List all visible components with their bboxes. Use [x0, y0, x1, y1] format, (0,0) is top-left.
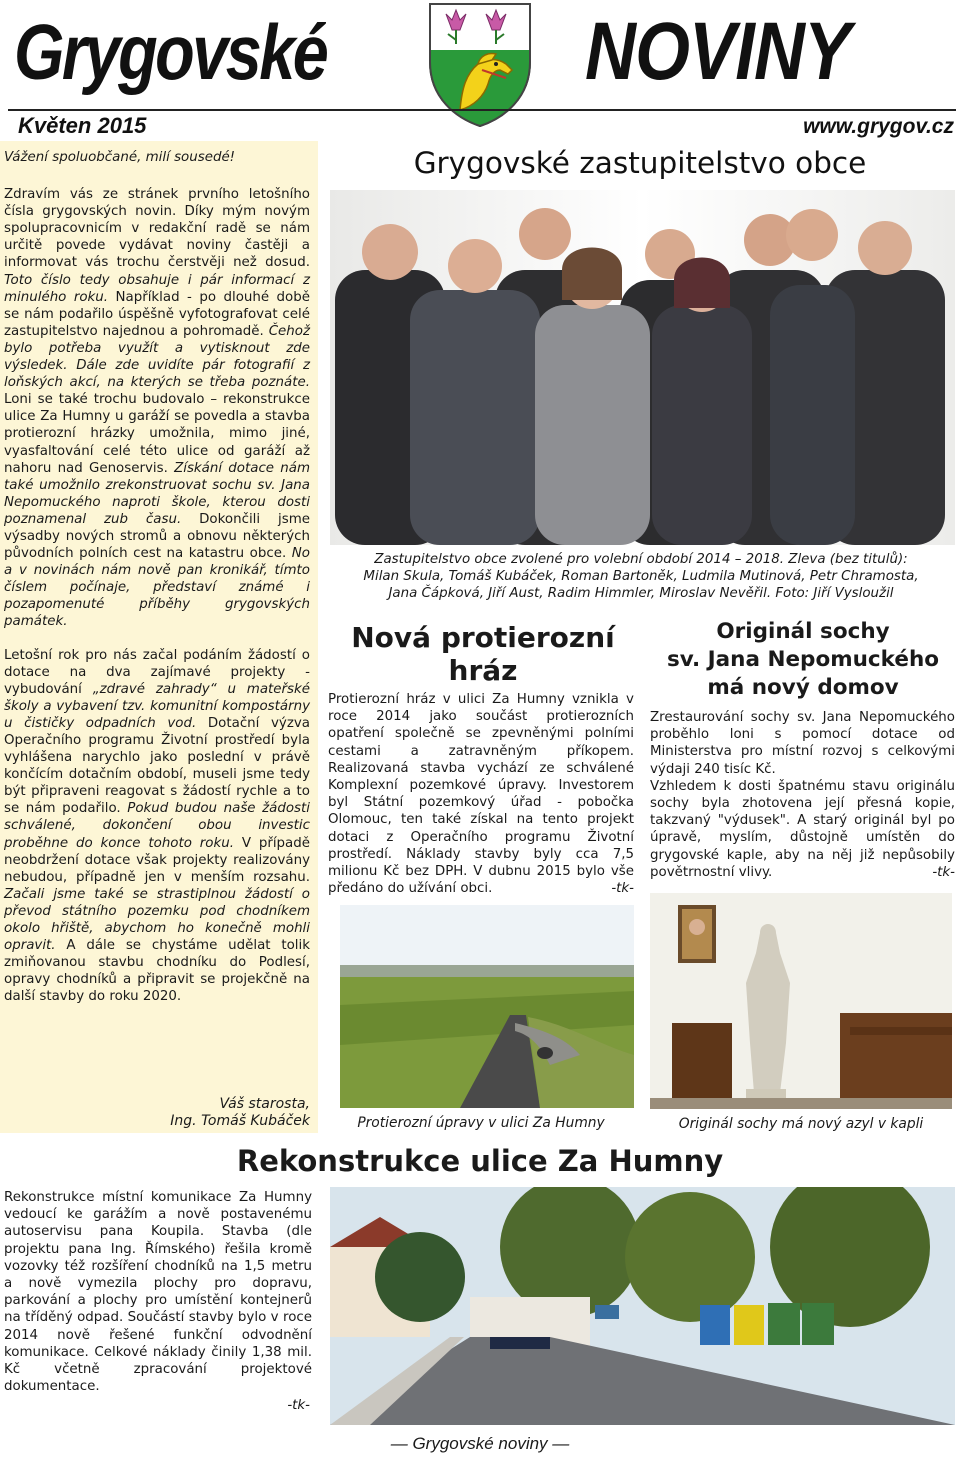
footer-title: — Grygovské noviny — — [390, 1434, 570, 1453]
street-photo — [330, 1187, 955, 1425]
statue-body-text: Zrestaurování sochy sv. Jana Nepomuckého proběhlo loni s pomocí dotace od Ministerstva pro místní rozvoj s celkovými výdaji 240 tisíc Kč. — [650, 710, 955, 777]
masthead-title-left: Grygovské — [14, 8, 327, 96]
editorial-paragraph: Pokud budou naše žádosti schválené, dokončení obou investic proběhne do konce tohoto roku. — [4, 801, 310, 851]
editorial-paragraph: Čehož bylo potřeba využít a vytisknout zde výsledek. Dále zde uvidíte pár fotografií z loňských akcí, na kterých se třeba poznáte. — [4, 323, 310, 391]
signature-title: Váš starosta, — [219, 1096, 310, 1112]
statue-heading — [648, 618, 958, 702]
caption-line: Zastupitelstvo obce zvolené pro volební období 2014 – 2018. Zleva (bez titulů): — [374, 552, 908, 567]
street-body — [4, 1189, 312, 1395]
editorial-paragraph: No a v novinách nám nově pan kronikář, tímto číslem počínaje, představí známé i pozapomenuté příběhy grygovských památek. — [4, 546, 310, 630]
editorial-paragraph: Loni se také trochu budovalo – rekonstrukce ulice Za Humny u garáží se povedla a stavba protierozní hrázky umožnila, mimo jiné, vyasfaltování celé této ulice od garáží až nahoru nad Genoservis. — [4, 392, 310, 476]
website-link[interactable]: www.grygov.cz — [803, 115, 954, 138]
street-image — [330, 1187, 955, 1425]
statue-heading-line: má nový domov — [707, 675, 899, 700]
statue-body-text: Vzhledem k dosti špatnému stavu originálu sochy byla zhotovena její přesná kopie, takzvaný "výdusek". A starý originál byl po úpravě, myslím, důstojně umístěn do grygovské kaple, aby na něj již nepůsobily povětrnostní vlivy. — [650, 778, 955, 880]
statue-author: -tk- — [932, 864, 955, 880]
statue-photo-caption: Originál sochy má nový azyl v kapli — [678, 1116, 924, 1132]
editorial-paragraph: Začali jsme také se strastiplnou žádostí o převod státního pozemku pod chodníkem okolo hřiště, abychom ho konečně mohli opravit. — [4, 886, 310, 954]
issue-date: Květen 2015 — [18, 113, 147, 138]
editorial-paragraph: V případě neobdržení dotace však projekty realizovány nebudou, případně jen v menším rozsahu. — [4, 835, 310, 885]
dam-heading-line: hráz — [448, 654, 518, 687]
editorial-paragraph: Získání dotace nám také umožnilo zrekonstruovat sochu sv. Jana Nepomuckého naproti škole, kterou dosti poznamenal zub času. — [4, 460, 310, 527]
masthead-title-right: NOVINY — [585, 6, 851, 97]
editorial-paragraph: „zdravé zahrady“ u mateřské školy a vybavení tzv. komunitní kompostárny u čističky odpadních vod. — [4, 681, 310, 731]
dam-photo — [340, 905, 634, 1108]
statue-heading-line: Originál sochy — [716, 619, 890, 644]
statue-image — [650, 893, 952, 1109]
editorial-paragraph: Dotační výzva Operačního programu Životní prostředí byla vyhlášena narychlo jako poslední v právě končícím dotačním období, museli jsme tedy být připraveni reagovat s žádostí rychle a to se nám podařilo. — [4, 715, 311, 817]
dam-body — [328, 691, 634, 897]
dam-photo-caption: Protierozní úpravy v ulici Za Humny — [357, 1115, 605, 1131]
editorial-signature — [120, 1096, 310, 1130]
council-photo — [330, 190, 955, 545]
editorial-paragraph: Letošní rok pro nás začal podáním žádostí o dotace na dva zajímavé projekty - vybudování — [4, 647, 310, 697]
signature-name: Ing. Tomáš Kubáček — [170, 1113, 310, 1129]
street-body-text: Rekonstrukce místní komunikace Za Humny vedoucí ke garážím a nově postavenému autoservisu pana Koupila. Stavba (dle projektu pana Ing. Římského) řešila kromě vozovky též rozšíření chodníků na 1,5 metru a nově vymezila plochy pro dopravu, parkování a plochy pro umístění kontejnerů na tříděný odpad. Součástí stavby bylo v roce 2014 nově řešené funkční odvodnění komunikace. Celkové náklady činily 1,38 mil. Kč včetně zpracování projektové dokumentace. — [4, 1190, 312, 1395]
dam-heading-line: Nová protierozní — [351, 621, 615, 654]
editorial-paragraph: Dokončili jsme výsadby nových stromů a obnovu některých původních polních cest na katastru obce. — [4, 511, 310, 562]
statue-body — [650, 709, 955, 881]
street-author: -tk- — [287, 1398, 310, 1413]
editorial-paragraph: Toto číslo tedy obsahuje i pár informací z minulého roku. — [4, 272, 310, 305]
caption-line: Milan Skula, Tomáš Kubáček, Roman Bartoněk, Ludmila Mutinová, Petr Chramosta, — [363, 569, 919, 585]
dam-body-text: Protierozní hráz v ulici Za Humny vznikla v roce 2014 jako součást protierozních opatření společně se zpevněnými polními cestami a zatravněným příkopem. Realizovaná stavba vychází ze schválené Komplexní pozemkové úpravy. Investorem byl Státní pozemkový úřad - pobočka Olomouc, ten také získal na tento projekt dotaci z Operačního programu Životní prostředí. Náklady stavby byly cca 7,5 milionu Kč bez DPH. V dubnu 2015 bylo vše předáno do užívání obci. — [328, 692, 634, 897]
council-caption — [326, 551, 956, 603]
caption-line: Jana Čápková, Jiří Aust, Radim Himmler, Miroslav Nevěřil. Foto: Jiří Vysloužil — [388, 586, 894, 602]
editorial-greeting: Vážení spoluobčané, milí sousedé! — [4, 150, 236, 165]
editorial-paragraph: Například - po dlouhé době se nám podařilo úspěšně vyfotografovat celé zastupitelstvo najednou a pohromadě. — [4, 289, 310, 339]
council-group-image — [330, 190, 955, 545]
dam-heading — [328, 621, 638, 687]
masthead-rule — [8, 109, 956, 111]
council-heading: Grygovské zastupitelstvo obce — [413, 146, 867, 180]
editorial-paragraph: A dále se chystáme udělat tolik zmiňovanou stavbu chodníku do Podlesí, opravy chodníků a připravit se projekčně na další stavby do roku 2020. — [4, 938, 310, 1005]
dam-image — [340, 905, 634, 1108]
statue-photo — [650, 893, 952, 1109]
statue-heading-line: sv. Jana Nepomuckého — [666, 647, 940, 672]
street-heading: Rekonstrukce ulice Za Humny — [236, 1144, 724, 1178]
editorial-text — [4, 149, 310, 1006]
editorial-paragraph: Zdravím vás ze stránek prvního letošního čísla grygovských novin. Díky mým novým spolupracovnicím v redakční radě se nám určitě povede vydávat noviny častěji a informovat vás trochu čerstvěji než dosud. — [4, 187, 310, 271]
dam-author: -tk- — [611, 881, 634, 897]
